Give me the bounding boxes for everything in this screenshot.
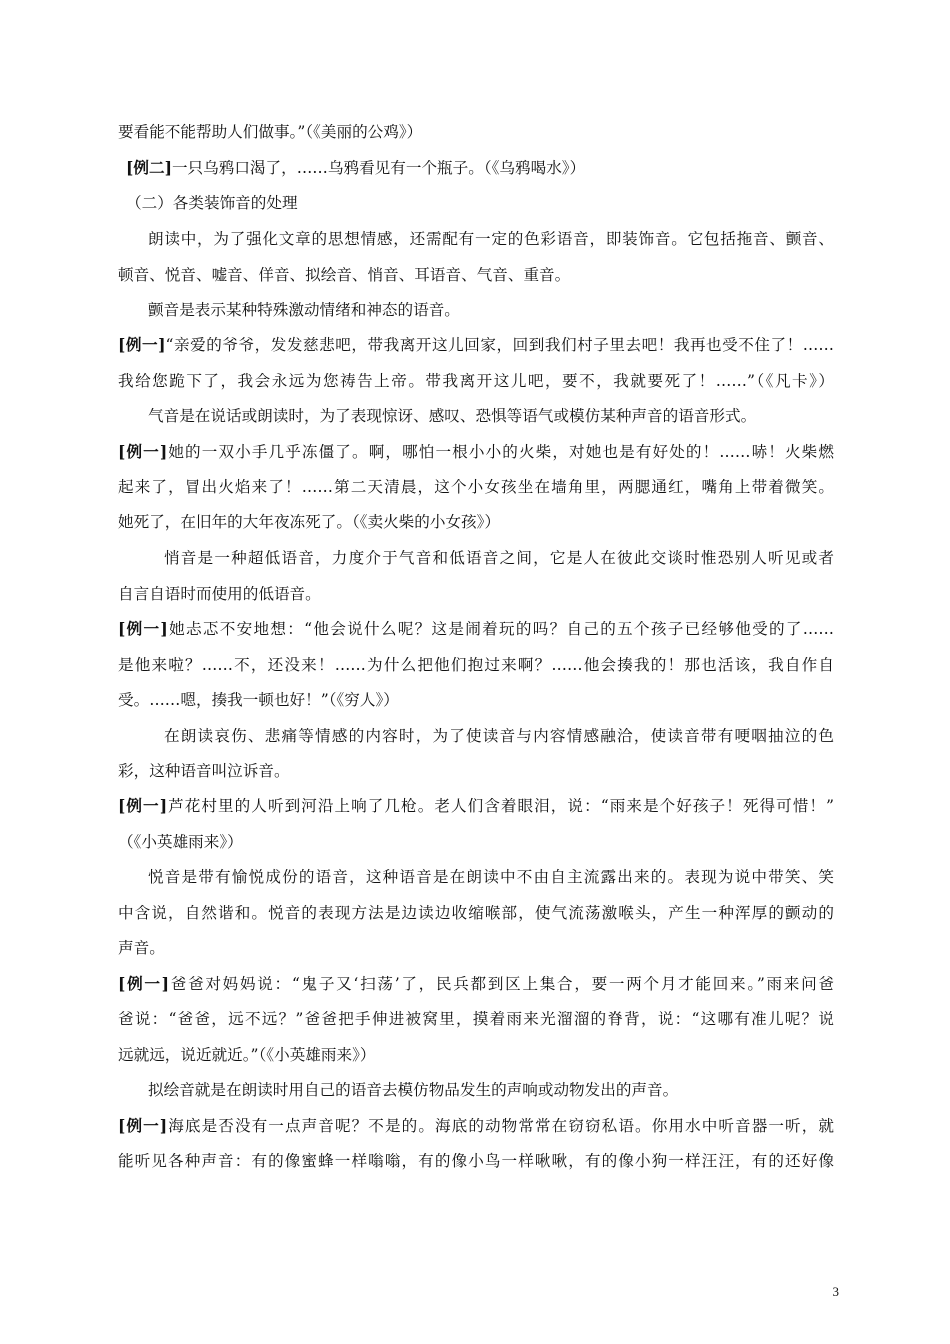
- text-line: 中含说，自然谐和。悦音的表现方法是边读边收缩喉部，使气流荡激喉头，产生一种浑厚的颤动的: [118, 904, 834, 922]
- text-line: （《小英雄雨来》）: [118, 833, 243, 851]
- text-line: 在朗读哀伤、悲痛等情感的内容时，为了使读音与内容情感融洽，使读音带有哽咽抽泣的色: [164, 727, 834, 745]
- text-line: 自言自语时而使用的低语音。: [118, 585, 321, 603]
- text-line: 要看能不能帮助人们做事。”（《美丽的公鸡》）: [118, 123, 423, 141]
- example-line: [例一]芦花村里的人听到河沿上响了几枪。老人们含着眼泪，说：“雨来是个好孩子！死得可惜！”: [118, 796, 834, 815]
- text-line: 颤音是表示某种特殊激动情绪和神态的语音。: [148, 301, 460, 319]
- text-line: 是他来啦？……不，还没来！……为什么把他们抱过来啊？……他会揍我的！那也活该，我自作自: [118, 656, 834, 674]
- example-line: [例二]一只乌鸦口渴了，……乌鸦看见有一个瓶子。（《乌鸦喝水》）: [126, 158, 586, 177]
- text-line: 受。……嗯，揍我一顿也好！”（《穷人》）: [118, 691, 399, 709]
- text-line: 她死了，在旧年的大年夜冻死了。（《卖火柴的小女孩》）: [118, 513, 501, 531]
- text-line: 彩，这种语音叫泣诉音。: [118, 762, 290, 780]
- text-line: 我给您跪下了，我会永远为您祷告上帝。带我离开这儿吧，要不，我就要死了！……”（《凡卡》）: [118, 372, 834, 390]
- example-line: [例一]爸爸对妈妈说：“鬼子又‘扫荡’了，民兵都到区上集合，要一两个月才能回来。”雨来问爸: [118, 974, 834, 993]
- text-line: 悄音是一种超低语音，力度介于气音和低语音之间，它是人在彼此交谈时惟恐别人听见或者: [164, 549, 834, 567]
- text-line: 气音是在说话或朗读时，为了表现惊讶、感叹、恐惧等语气或模仿某种声音的语音形式。: [148, 407, 757, 425]
- example-line: [例一]她的一双小手几乎冻僵了。啊，哪怕一根小小的火柴，对她也是有好处的！……哧！火柴燃: [118, 442, 834, 461]
- section-heading: （二）各类装饰音的处理: [126, 194, 298, 212]
- text-line: 起来了，冒出火焰来了！……第二天清晨，这个小女孩坐在墙角里，两腮通红，嘴角上带着微笑。: [118, 478, 834, 496]
- page-number: 3: [832, 1284, 839, 1299]
- text-line: 能听见各种声音：有的像蜜蜂一样嗡嗡，有的像小鸟一样啾啾，有的像小狗一样汪汪，有的还好像: [118, 1152, 834, 1170]
- text-line: 拟绘音就是在朗读时用自己的语音去模仿物品发生的声响或动物发出的声音。: [148, 1081, 679, 1099]
- text-line: 朗读中，为了强化文章的思想情感，还需配有一定的色彩语音，即装饰音。它包括拖音、颤音、: [148, 230, 834, 248]
- text-line: 悦音是带有愉悦成份的语音，这种语音是在朗读中不由自主流露出来的。表现为说中带笑、笑: [148, 868, 834, 886]
- text-line: 顿音、悦音、嘘音、佯音、拟绘音、悄音、耳语音、气音、重音。: [118, 266, 571, 284]
- text-line: 爸说：“爸爸，远不远？”爸爸把手伸进被窝里，摸着雨来光溜溜的脊背，说：“这哪有准儿呢？说: [118, 1010, 834, 1028]
- example-line: [例一]她忐忑不安地想：“他会说什么呢？这是闹着玩的吗？自己的五个孩子已经够他受的了……: [118, 619, 834, 638]
- example-line: [例一]海底是否没有一点声音呢？不是的。海底的动物常常在窃窃私语。你用水中听音器一听，就: [118, 1116, 834, 1135]
- text-line: 远就远，说近就近。”（《小英雄雨来》）: [118, 1046, 376, 1064]
- text-line: 声音。: [118, 939, 165, 957]
- example-line: [例一]“亲爱的爷爷，发发慈悲吧，带我离开这儿回家，回到我们村子里去吧！我再也受不住了！……: [118, 335, 834, 354]
